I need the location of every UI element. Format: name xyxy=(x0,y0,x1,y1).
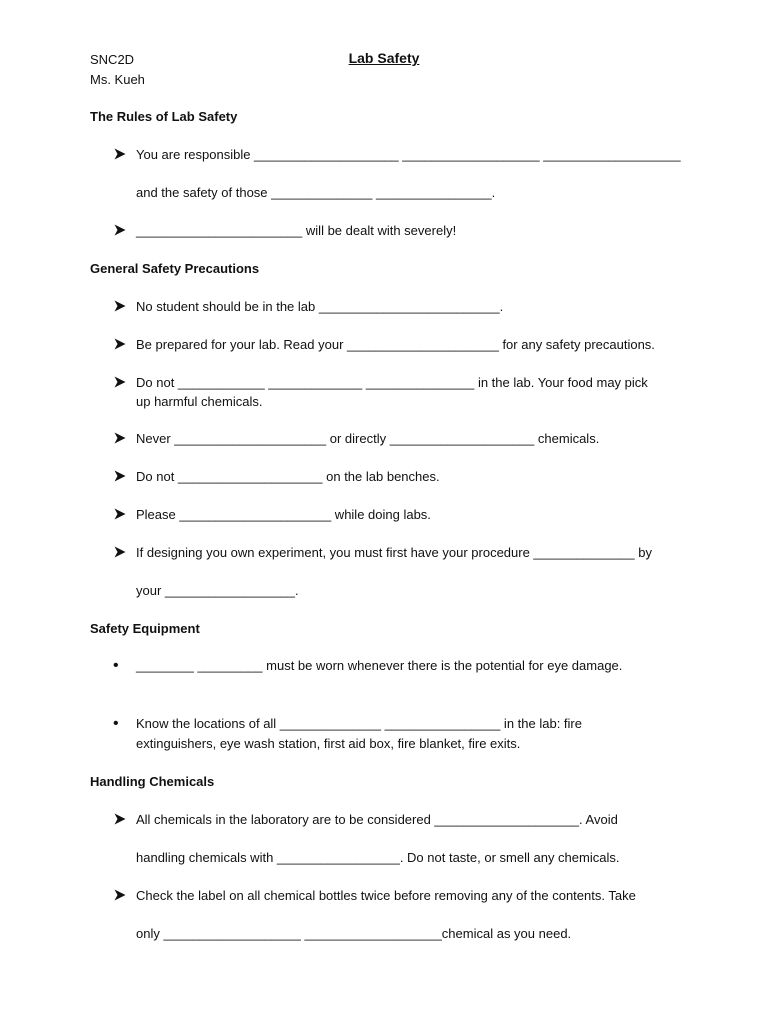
arrowhead-bullet-icon xyxy=(113,812,127,826)
arrowhead-bullet-icon xyxy=(113,337,127,351)
rules-item-2: _______________________ will be dealt with severely! xyxy=(136,223,457,238)
arrowhead-bullet-icon xyxy=(113,375,127,389)
rules-item-1-line-1: You are responsible ____________________ ___________________ ___________________ xyxy=(136,147,681,162)
arrowhead-bullet-icon xyxy=(113,507,127,521)
teacher-name: Ms. Kueh xyxy=(90,72,145,87)
arrowhead-bullet-icon xyxy=(113,469,127,483)
round-bullet-icon: • xyxy=(113,715,119,732)
page-title-text: Lab Safety xyxy=(348,50,420,66)
chemicals-item-2-line-2: only ___________________ ___________________chemical as you need. xyxy=(136,926,572,941)
arrowhead-bullet-icon xyxy=(113,431,127,445)
precautions-item-6: Please _____________________ while doing labs. xyxy=(136,507,431,522)
arrowhead-bullet-icon xyxy=(113,147,127,161)
heading-precautions: General Safety Precautions xyxy=(90,261,260,276)
precautions-item-2: Be prepared for your lab. Read your _____________________ for any safety precautions. xyxy=(136,337,655,352)
heading-equipment: Safety Equipment xyxy=(90,621,200,636)
precautions-item-4: Never _____________________ or directly ____________________ chemicals. xyxy=(136,431,600,446)
equipment-item-2-line-1: Know the locations of all ______________ ________________ in the lab: fire xyxy=(136,716,582,731)
chemicals-item-2-line-1: Check the label on all chemical bottles twice before removing any of the contents. Take xyxy=(136,888,636,903)
precautions-item-7-line-2: your __________________. xyxy=(136,583,299,598)
heading-rules: The Rules of Lab Safety xyxy=(90,109,238,124)
page-title xyxy=(0,49,768,68)
heading-chemicals: Handling Chemicals xyxy=(90,774,215,789)
course-code: SNC2D xyxy=(90,52,135,67)
precautions-item-3-line-1: Do not ____________ _____________ _______________ in the lab. Your food may pick xyxy=(136,375,648,390)
arrowhead-bullet-icon xyxy=(113,888,127,902)
precautions-item-1: No student should be in the lab _________________________. xyxy=(136,299,504,314)
round-bullet-icon: • xyxy=(113,657,119,674)
arrowhead-bullet-icon xyxy=(113,223,127,237)
chemicals-item-1-line-2: handling chemicals with _________________. Do not taste, or smell any chemicals. xyxy=(136,850,620,865)
precautions-item-5: Do not ____________________ on the lab benches. xyxy=(136,469,440,484)
equipment-item-1: ________ _________ must be worn whenever there is the potential for eye damage. xyxy=(136,658,623,673)
equipment-item-2-line-2: extinguishers, eye wash station, first aid box, fire blanket, fire exits. xyxy=(136,736,521,751)
chemicals-item-1-line-1: All chemicals in the laboratory are to be considered ____________________. Avoid xyxy=(136,812,618,827)
precautions-item-3-line-2: up harmful chemicals. xyxy=(136,394,263,409)
arrowhead-bullet-icon xyxy=(113,299,127,313)
arrowhead-bullet-icon xyxy=(113,545,127,559)
rules-item-1-line-2: and the safety of those ______________ ________________. xyxy=(136,185,496,200)
precautions-item-7-line-1: If designing you own experiment, you must first have your procedure ______________ by xyxy=(136,545,652,560)
